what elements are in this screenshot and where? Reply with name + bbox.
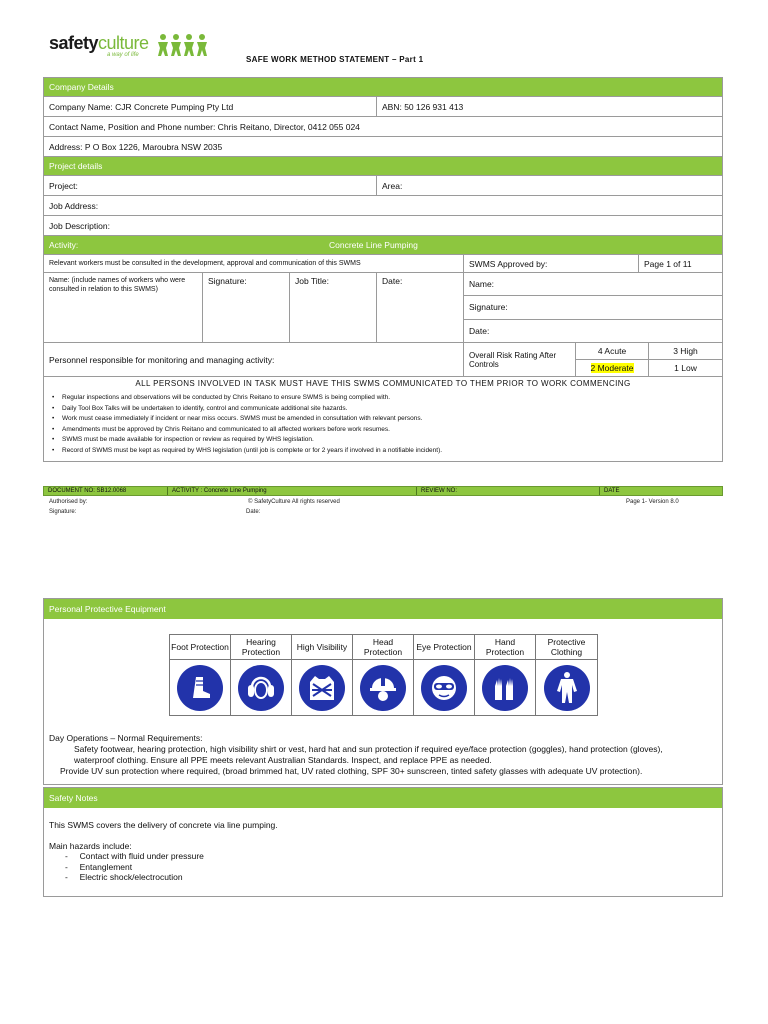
- page-version: Page 1- Version 8.0: [626, 499, 679, 505]
- approver-block: [464, 273, 722, 342]
- ppe-heading: Day Operations – Normal Requirements:: [49, 733, 203, 743]
- safetyculture-logo: [49, 33, 209, 65]
- page-number: Page 1 of 11: [644, 258, 692, 269]
- list-item: • Daily Tool Box Talks will be undertaken to identify, control and communicate additional site hazards.: [52, 404, 716, 415]
- hi-vis-vest-icon: [299, 665, 345, 711]
- hazards-label: Main hazards include:: [49, 840, 132, 851]
- activity-header: [44, 236, 722, 255]
- ppe-label: Protective Clothing: [536, 635, 597, 660]
- ppe-label: Hearing Protection: [231, 635, 291, 660]
- ppe-foot: [170, 635, 231, 715]
- requirements-list: [44, 390, 722, 459]
- list-item: • Work must cease immediately if incident or near miss occurs. SWMS must be amended in consultation with relevant persons.: [52, 414, 716, 425]
- goggles-icon: [421, 665, 467, 711]
- coverall-icon: [544, 665, 590, 711]
- ppe-label: High Visibility: [292, 635, 352, 660]
- boot-icon: [177, 665, 223, 711]
- address-row: [44, 137, 722, 157]
- ppe-label: Head Protection: [353, 635, 413, 660]
- risk-matrix: [576, 343, 722, 376]
- gloves-icon: [482, 665, 528, 711]
- address: Address: P O Box 1226, Maroubra NSW 2035: [49, 141, 223, 152]
- authorised-by: Authorised by:: [49, 499, 88, 505]
- activity-label: Activity:: [49, 240, 79, 250]
- job-description-field: Job Description:: [49, 220, 110, 231]
- footer-signature: Signature:: [49, 509, 77, 515]
- list-item: • Amendments must be approved by Chris Reitano and communicated to all affected workers before work resumes.: [52, 425, 716, 436]
- list-item: • Regular inspections and observations will be conducted by Chris Reitano to ensure SWMS is being complied with.: [52, 393, 716, 404]
- logo-word-safety: safety: [49, 33, 99, 53]
- safety-notes-body: [49, 820, 278, 883]
- document-footer-bar: [43, 486, 723, 496]
- list-item: • SWMS must be made available for inspection or review as required by WHS legislation.: [52, 435, 716, 446]
- ppe-hearing: [231, 635, 292, 715]
- ppe-hand: [475, 635, 536, 715]
- ppe-line-3: Provide UV sun protection where required, (broad brimmed hat, UV rated clothing, SPF 30+ sunscreen, tinted safety glasses with adequate UV protection).: [60, 766, 643, 776]
- document-title: SAFE WORK METHOD STATEMENT – Part 1: [246, 55, 424, 64]
- area-field: Area:: [382, 180, 403, 191]
- job-address-field: Job Address:: [49, 200, 99, 211]
- swms-form: [43, 77, 723, 462]
- copyright: © SafetyCulture All rights reserved: [248, 499, 340, 505]
- contact: Contact Name, Position and Phone number: Chris Reitano, Director, 0412 055 024: [49, 121, 360, 132]
- earmuffs-icon: [238, 665, 284, 711]
- ppe-eye: [414, 635, 475, 715]
- signature-col: Signature:: [203, 273, 290, 342]
- ppe-label: Eye Protection: [414, 635, 474, 660]
- hazard-item: - Electric shock/electrocution: [65, 872, 183, 882]
- hazard-item: - Entanglement: [65, 861, 133, 872]
- footer-date: DATE: [604, 488, 620, 494]
- risk-moderate-highlight: 2 Moderate: [590, 363, 634, 373]
- approver-date: Date:: [469, 325, 490, 336]
- risk-acute: 4 Acute: [576, 343, 649, 359]
- personnel-row: [44, 343, 722, 377]
- personnel-label: Personnel responsible for monitoring and managing activity:: [44, 343, 464, 376]
- warning-row: [44, 377, 722, 461]
- activity-value: Concrete Line Pumping: [329, 240, 418, 250]
- job-title-col: Job Title:: [290, 273, 377, 342]
- logo-word-culture: culture: [98, 33, 149, 53]
- safety-notes-header: [44, 788, 722, 808]
- ppe-line-1: Safety footwear, hearing protection, high visibility shirt or vest, hard hat and sun protection if required eye/face protection (goggles), hand protection (gloves),: [74, 744, 663, 754]
- doc-number: DOCUMENT NO: SB12.0068: [44, 487, 168, 495]
- review-number: REVIEW NO:: [417, 487, 600, 495]
- consult-row: [44, 255, 722, 273]
- ppe-line-2: waterproof clothing. Ensure all PPE meets relevant Australian Standards. Inspect, and replace PPE as needed.: [74, 755, 492, 765]
- approver-signature: Signature:: [464, 296, 722, 319]
- section-title: Company Details: [49, 82, 114, 92]
- company-name-row: [44, 97, 722, 117]
- ppe-label: Foot Protection: [170, 635, 230, 660]
- project-row: [44, 176, 722, 196]
- job-description-row: [44, 216, 722, 236]
- people-icon: [157, 33, 209, 57]
- hard-hat-icon: [360, 665, 406, 711]
- ppe-clothing: [536, 635, 597, 715]
- notes-intro: This SWMS covers the delivery of concrete via line pumping.: [49, 820, 278, 830]
- ppe-label: Hand Protection: [475, 635, 535, 660]
- logo-tagline: a way of life: [107, 52, 139, 58]
- section-title: Safety Notes: [49, 793, 98, 803]
- risk-moderate: [576, 360, 649, 376]
- company-details-header: [44, 78, 722, 97]
- project-details-header: [44, 157, 722, 176]
- ppe-requirements: [49, 733, 719, 777]
- company-name: Company Name: CJR Concrete Pumping Pty Ltd: [44, 97, 377, 116]
- ppe-head: [353, 635, 414, 715]
- job-address-row: [44, 196, 722, 216]
- list-item: • Record of SWMS must be kept as required by WHS legislation (until job is complete or for 2 years if involved in a notifiable incident).: [52, 446, 716, 457]
- project-field: Project:: [44, 176, 377, 195]
- ppe-header: [44, 599, 722, 619]
- ppe-icon-grid: [169, 634, 598, 716]
- approved-by: SWMS Approved by:: [464, 255, 639, 272]
- footer-activity: ACTIVITY : Concrete Line Pumping: [168, 487, 417, 495]
- risk-rating-label: Overall Risk Rating After Controls: [464, 343, 576, 376]
- risk-low: 1 Low: [674, 363, 697, 373]
- footer-date-label: Date:: [246, 509, 261, 515]
- warning-text: ALL PERSONS INVOLVED IN TASK MUST HAVE THIS SWMS COMMUNICATED TO THEM PRIOR TO WORK COMMENCING: [135, 379, 631, 388]
- approver-name: Name:: [464, 273, 722, 296]
- risk-high: 3 High: [673, 346, 698, 356]
- section-title: Personal Protective Equipment: [49, 604, 166, 614]
- date-col: Date:: [377, 273, 464, 342]
- section-title: Project details: [49, 161, 103, 171]
- hazard-item: - Contact with fluid under pressure: [65, 851, 204, 861]
- workers-row: [44, 273, 722, 343]
- abn: ABN: 50 126 931 413: [382, 101, 464, 112]
- consult-note: Relevant workers must be consulted in the development, approval and communication of this SWMS: [44, 255, 464, 272]
- ppe-hivis: [292, 635, 353, 715]
- contact-row: [44, 117, 722, 137]
- names-note: Name: (include names of workers who were consulted in relation to this SWMS): [44, 273, 203, 342]
